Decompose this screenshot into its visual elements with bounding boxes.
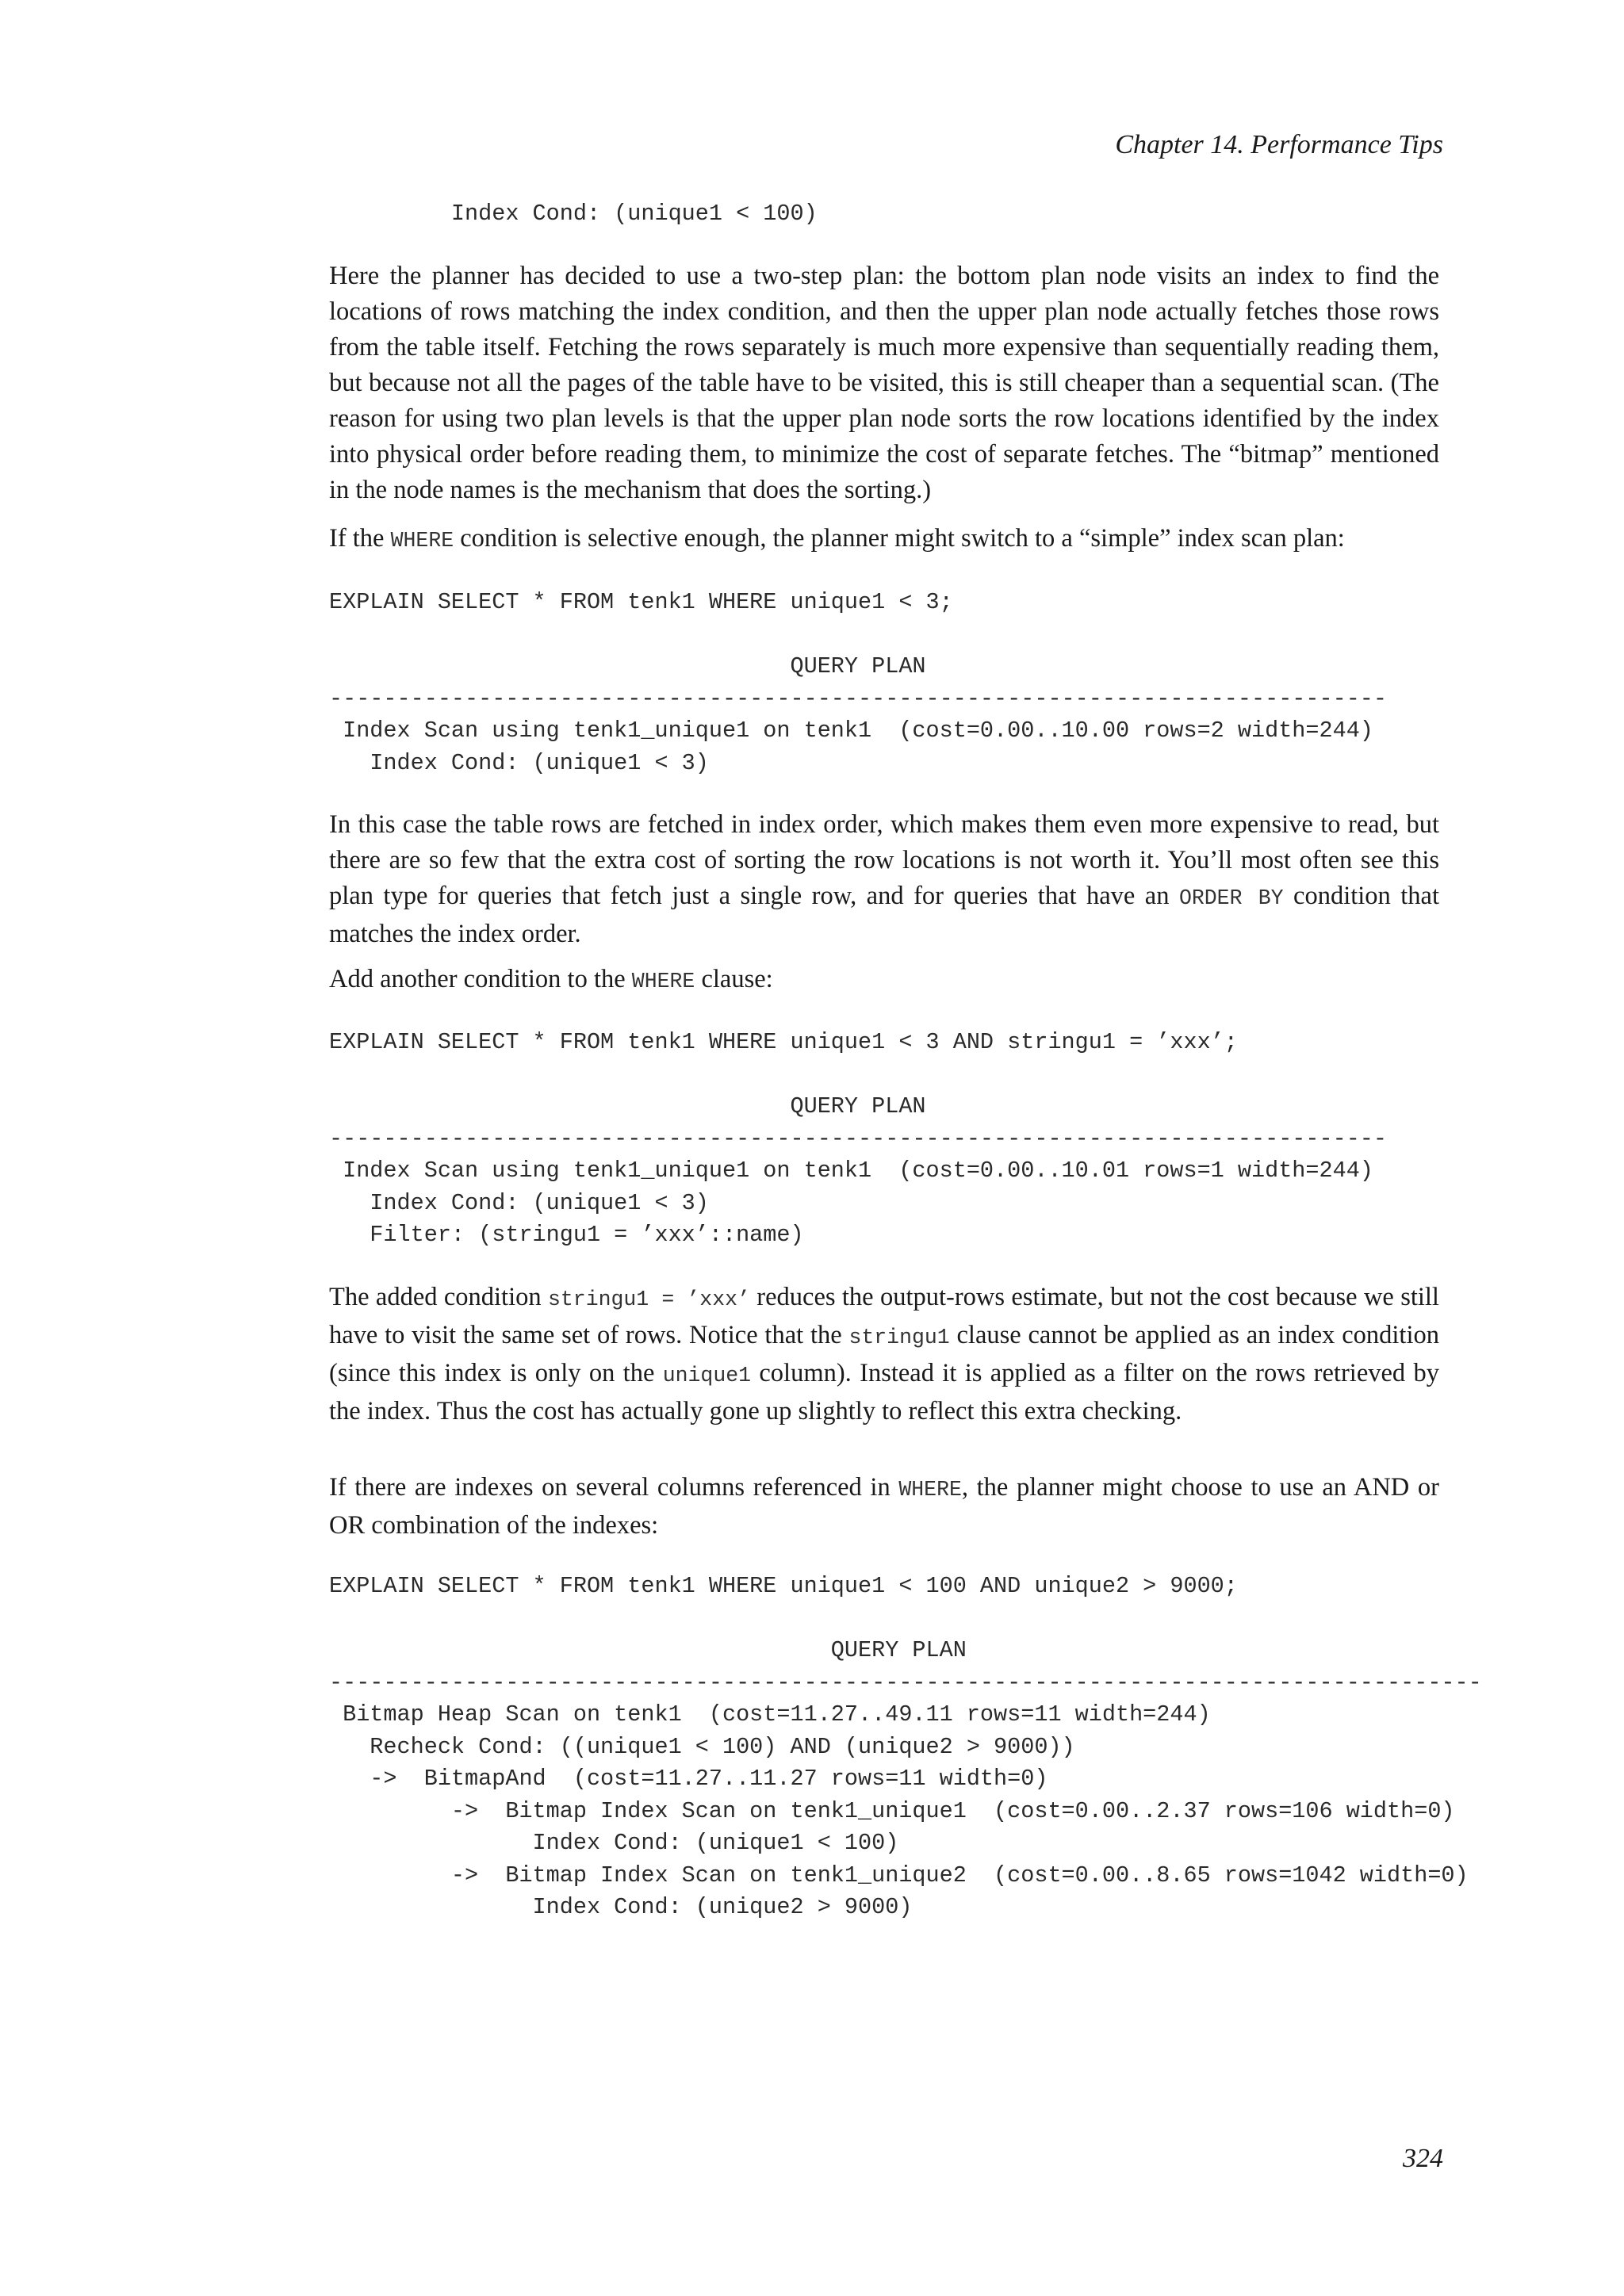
text-span: clause cannot be applied as an index condition (since this index is only on the (329, 1321, 1439, 1387)
text-span: In this case the table rows are fetched in index order, which makes them even more expensive to read, but there are so few that the extra cost of sorting the row locations is not worth it. You’ll most often see this plan type for queries that fetch just a single row, and for queries that have an (329, 810, 1439, 910)
plan-line: Bitmap Heap Scan on tenk1 (cost=11.27..49.11 rows=11 width=244) (329, 1701, 1211, 1728)
text-span: column). Instead it is applied as a filter on the rows retrieved by the index. Thus the cost has actually gone up slightly to reflect this extra checking. (329, 1359, 1439, 1425)
page-number: 324 (1403, 2144, 1443, 2173)
text-span: condition that matches the index order. (329, 882, 1439, 948)
code-block-query-1 (329, 587, 953, 619)
text-span: reduces the output-rows estimate, but not the cost because we still have to visit the same set of rows. Notice that the (329, 1283, 1439, 1349)
running-header: Chapter 14. Performance Tips (1115, 130, 1443, 159)
paragraph-several-columns (329, 1470, 1439, 1544)
text-span: If the (329, 524, 391, 553)
code-block-query-3 (329, 1571, 1238, 1603)
plan-line: -> BitmapAnd (cost=11.27..11.27 rows=11 width=0) (329, 1766, 1048, 1792)
text-span: Add another condition to the (329, 965, 632, 993)
sql-query: EXPLAIN SELECT * FROM tenk1 WHERE unique1 < 3 AND stringu1 = ’xxx’; (329, 1029, 1238, 1055)
inline-code-where: WHERE (631, 970, 695, 993)
paragraph-add-condition (329, 962, 1439, 1000)
document-page (329, 0, 1482, 2296)
plan-line: Index Cond: (unique1 < 3) (329, 1189, 709, 1216)
plan-line: -> Bitmap Index Scan on tenk1_unique2 (cost=0.00..8.65 rows=1042 width=0) (329, 1862, 1469, 1888)
inline-code-where: WHERE (898, 1478, 962, 1502)
paragraph-simple-index-scan (329, 521, 1439, 559)
paragraph-index-order (329, 807, 1439, 952)
plan-line: QUERY PLAN (329, 1637, 967, 1663)
plan-line: Index Scan using tenk1_unique1 on tenk1 (cost=0.00..10.01 rows=1 width=244) (329, 1158, 1373, 1184)
plan-line: ------------------------------------------------------------------------------------- (329, 1669, 1482, 1696)
plan-line: ------------------------------------------------------------------------------ (329, 685, 1388, 712)
code-block-index-cond (329, 198, 818, 231)
code-line: Index Cond: (unique1 < 100) (329, 201, 818, 227)
sql-query: EXPLAIN SELECT * FROM tenk1 WHERE unique1 < 3; (329, 589, 953, 615)
plan-line: Recheck Cond: ((unique1 < 100) AND (unique2 > 9000)) (329, 1733, 1075, 1760)
plan-line: ------------------------------------------------------------------------------ (329, 1125, 1388, 1152)
text-span: If there are indexes on several columns referenced in (329, 1473, 899, 1502)
text-span: condition is selective enough, the planner might switch to a “simple” index scan plan: (454, 524, 1345, 553)
plan-line: Index Cond: (unique1 < 3) (329, 749, 709, 776)
text-span: , the planner might choose to use an AND or OR combination of the indexes: (329, 1473, 1439, 1540)
paragraph-added-condition (329, 1280, 1439, 1429)
inline-code-stringu1-condition: stringu1 = ’xxx’ (547, 1288, 750, 1311)
plan-line: Filter: (stringu1 = ’xxx’::name) (329, 1222, 804, 1248)
code-block-plan-1 (329, 651, 1387, 779)
inline-code-order-by: ORDER BY (1178, 886, 1284, 910)
code-block-plan-2 (329, 1091, 1387, 1252)
sql-query: EXPLAIN SELECT * FROM tenk1 WHERE unique1 < 100 AND unique2 > 9000; (329, 1573, 1238, 1599)
paragraph-two-step-plan: Here the planner has decided to use a two-step plan: the bottom plan node visits an index to find the locations of rows matching the index condition, and then the upper plan node actually fetches those rows from the table itself. Fetching the rows separately is much more expensive than sequentially reading them, but because not all the pages of the table have to be visited, this is still cheaper than a sequential scan. (The reason for using two plan levels is that the upper plan node sorts the row locations identified by the index into physical order before reading them, to minimize the cost of separate fetches. The “bitmap” mentioned in the node names is the mechanism that does the sorting.) (329, 262, 1439, 504)
inline-code-where: WHERE (390, 529, 454, 553)
code-block-query-2 (329, 1027, 1238, 1059)
plan-line: -> Bitmap Index Scan on tenk1_unique1 (cost=0.00..2.37 rows=106 width=0) (329, 1797, 1455, 1824)
text-span: The added condition (329, 1283, 548, 1311)
inline-code-unique1: unique1 (662, 1364, 752, 1387)
plan-line: Index Cond: (unique2 > 9000) (329, 1894, 913, 1920)
plan-line: QUERY PLAN (329, 1093, 926, 1119)
plan-line: Index Cond: (unique1 < 100) (329, 1830, 899, 1856)
text-span: clause: (695, 965, 773, 993)
plan-line: Index Scan using tenk1_unique1 on tenk1 (cost=0.00..10.00 rows=2 width=244) (329, 718, 1373, 744)
plan-line: QUERY PLAN (329, 653, 926, 679)
inline-code-stringu1: stringu1 (848, 1326, 950, 1349)
code-block-plan-3 (329, 1635, 1482, 1924)
